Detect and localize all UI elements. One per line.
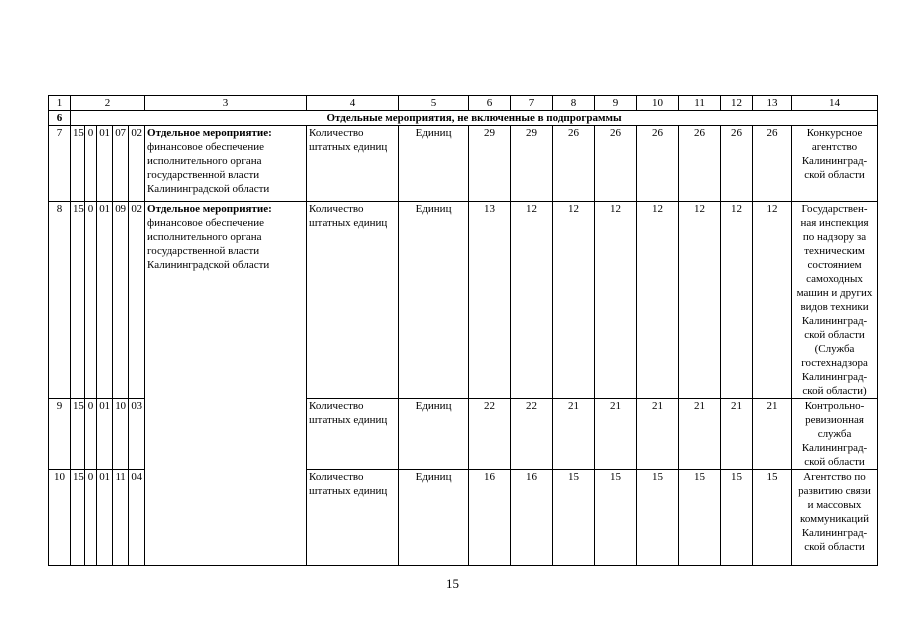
- executor-cell: Государствен-ная инспекция по надзору за техническим состоянием самоходных машин и других видов техники Калининград-ской области (Служба гостехнадзора Калининград-ской области): [792, 202, 878, 399]
- activity-title-bold: Отдельное мероприятие:: [147, 203, 272, 215]
- code-cell: 07: [113, 126, 129, 202]
- code-cell: 01: [97, 202, 113, 399]
- code-cell: 0: [85, 126, 97, 202]
- executor-cell: Агентство по развитию связи и массовых коммуникаций Калининград-ской области: [792, 470, 878, 566]
- executor-cell: Конкурсное агентство Калининград-ской области: [792, 126, 878, 202]
- activity-title-bold: Отдельное мероприятие:: [147, 127, 272, 139]
- value-cell: 12: [553, 202, 595, 399]
- value-cell: 15: [595, 470, 637, 566]
- activity-cell: [145, 126, 307, 202]
- value-cell: 12: [721, 202, 753, 399]
- section-number: 6: [49, 111, 71, 126]
- value-cell: 21: [721, 399, 753, 470]
- value-cell: 26: [595, 126, 637, 202]
- value-cell: 26: [721, 126, 753, 202]
- value-cell: 21: [595, 399, 637, 470]
- row-number: 9: [49, 399, 71, 470]
- value-cell: 15: [553, 470, 595, 566]
- value-cell: 22: [469, 399, 511, 470]
- code-cell: 09: [113, 202, 129, 399]
- header-cell: 5: [399, 96, 469, 111]
- table-row: [49, 126, 878, 202]
- value-cell: 26: [679, 126, 721, 202]
- value-cell: 21: [753, 399, 792, 470]
- value-cell: 16: [469, 470, 511, 566]
- value-cell: 12: [595, 202, 637, 399]
- header-row: [49, 96, 878, 111]
- value-cell: 15: [753, 470, 792, 566]
- value-cell: 12: [753, 202, 792, 399]
- section-title: Отдельные мероприятия, не включенные в подпрограммы: [71, 111, 878, 126]
- code-cell: 15: [71, 470, 85, 566]
- value-cell: 12: [679, 202, 721, 399]
- code-cell: 0: [85, 399, 97, 470]
- value-cell: 21: [679, 399, 721, 470]
- activity-cell: [145, 202, 307, 566]
- header-cell: 4: [307, 96, 399, 111]
- header-cell: 12: [721, 96, 753, 111]
- code-cell: 01: [97, 470, 113, 566]
- value-cell: 15: [679, 470, 721, 566]
- program-table: [48, 95, 878, 566]
- value-cell: 26: [553, 126, 595, 202]
- indicator-cell: Количество штатных единиц: [307, 470, 399, 566]
- header-cell: 6: [469, 96, 511, 111]
- code-cell: 01: [97, 126, 113, 202]
- code-cell: 11: [113, 470, 129, 566]
- code-cell: 15: [71, 399, 85, 470]
- page-number: 15: [446, 576, 459, 591]
- code-cell: 02: [129, 126, 145, 202]
- unit-cell: Единиц: [399, 470, 469, 566]
- code-cell: 0: [85, 470, 97, 566]
- value-cell: 15: [637, 470, 679, 566]
- unit-cell: Единиц: [399, 126, 469, 202]
- code-cell: 04: [129, 470, 145, 566]
- value-cell: 22: [511, 399, 553, 470]
- indicator-cell: Количество штатных единиц: [307, 399, 399, 470]
- indicator-cell: Количество штатных единиц: [307, 126, 399, 202]
- header-cell: 7: [511, 96, 553, 111]
- value-cell: 29: [511, 126, 553, 202]
- header-cell: 2: [71, 96, 145, 111]
- header-cell: 8: [553, 96, 595, 111]
- table-row: [49, 202, 878, 399]
- value-cell: 21: [553, 399, 595, 470]
- value-cell: 12: [637, 202, 679, 399]
- section-row: [49, 111, 878, 126]
- value-cell: 26: [753, 126, 792, 202]
- code-cell: 0: [85, 202, 97, 399]
- header-cell: 14: [792, 96, 878, 111]
- activity-title: финансовое обеспечение исполнительного органа государственной власти Калининградской области: [147, 141, 270, 195]
- value-cell: 13: [469, 202, 511, 399]
- executor-cell: Контрольно-ревизионная служба Калининград-ской области: [792, 399, 878, 470]
- row-number: 10: [49, 470, 71, 566]
- code-cell: 02: [129, 202, 145, 399]
- code-cell: 03: [129, 399, 145, 470]
- code-cell: 01: [97, 399, 113, 470]
- code-cell: 10: [113, 399, 129, 470]
- header-cell: 11: [679, 96, 721, 111]
- header-cell: 13: [753, 96, 792, 111]
- unit-cell: Единиц: [399, 399, 469, 470]
- value-cell: 15: [721, 470, 753, 566]
- header-cell: 9: [595, 96, 637, 111]
- indicator-cell: Количество штатных единиц: [307, 202, 399, 399]
- header-cell: 1: [49, 96, 71, 111]
- header-cell: 10: [637, 96, 679, 111]
- row-number: 7: [49, 126, 71, 202]
- code-cell: 15: [71, 202, 85, 399]
- code-cell: 15: [71, 126, 85, 202]
- row-number: 8: [49, 202, 71, 399]
- value-cell: 29: [469, 126, 511, 202]
- value-cell: 16: [511, 470, 553, 566]
- activity-title: финансовое обеспечение исполнительного органа государственной власти Калининградской области: [147, 217, 270, 271]
- unit-cell: Единиц: [399, 202, 469, 399]
- header-cell: 3: [145, 96, 307, 111]
- value-cell: 21: [637, 399, 679, 470]
- value-cell: 12: [511, 202, 553, 399]
- value-cell: 26: [637, 126, 679, 202]
